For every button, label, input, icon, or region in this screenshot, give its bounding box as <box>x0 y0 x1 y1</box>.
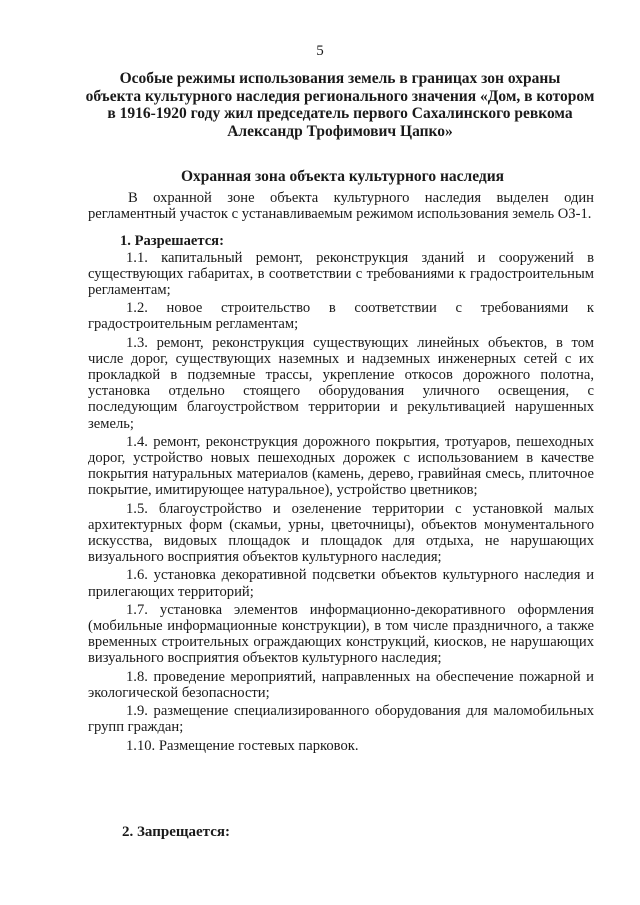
allowed-item: 1.9. размещение специализированного оборудования для маломобильных групп граждан; <box>88 703 594 736</box>
allowed-item: 1.7. установка элементов информационно-декоративного оформления (мобильные информационные конструкции), в том числе праздничного, а также временных строительных ограждающих конструкций, киосков, не нарушающих визуального восприятия объектов культурного наследия; <box>88 601 594 667</box>
document-body <box>88 190 594 756</box>
title-line: в 1916-1920 году жил председатель первого Сахалинского ревкома <box>107 105 573 122</box>
allowed-heading: 1. Разрешается: <box>120 233 224 250</box>
allowed-item: 1.8. проведение мероприятий, направленных на обеспечение пожарной и экологической безопасности; <box>88 668 594 701</box>
document-title <box>80 70 600 140</box>
allowed-item: 1.5. благоустройство и озеленение территории с установкой малых архитектурных форм (скамьи, урны, цветочницы), объектов монументального искусства, видовых площадок и площадок для отдыха, не нарушающих визуального восприятия объектов культурного наследия; <box>88 500 594 566</box>
page-number: 5 <box>316 43 324 59</box>
allowed-item: 1.6. установка декоративной подсветки объектов культурного наследия и прилегающих территорий; <box>88 567 594 600</box>
title-line: объекта культурного наследия регионального значения «Дом, в котором <box>85 87 595 105</box>
allowed-item: 1.3. ремонт, реконструкция существующих линейных объектов, в том числе дорог, существующих наземных и надземных инженерных сетей с их прокладкой в подземные трассы, укрепление откосов дорожного полотна, установка отдельно стоящего оборудования уличного освещения, с последующим благоустройством территории и рекультивацией нарушенных земель; <box>88 334 594 432</box>
allowed-item: 1.4. ремонт, реконструкция дорожного покрытия, тротуаров, пешеходных дорог, устройство новых пешеходных дорожек с использованием в качестве покрытия натуральных материалов (камень, дерево, гравийная смесь, плиточное покрытие, имитирующее натуральное), устройство цветников; <box>88 433 594 499</box>
allowed-item: 1.10. Размещение гостевых парковок. <box>126 737 359 754</box>
title-line: Александр Трофимович Цапко» <box>227 122 453 140</box>
allowed-item: 1.1. капитальный ремонт, реконструкция зданий и сооружений в существующих габаритах, в соответствии с требованиями к градостроительным регламентам; <box>88 249 594 299</box>
prohibited-heading: 2. Запрещается: <box>122 824 231 840</box>
allowed-item: 1.2. новое строительство в соответствии с требованиями к градостроительным регламентам; <box>88 300 594 333</box>
section-heading: Охранная зона объекта культурного наследия <box>180 168 505 185</box>
title-line: Особые режимы использования земель в границах зон охраны <box>119 70 561 87</box>
intro-paragraph: В охранной зоне объекта культурного наследия выделен один регламентный участок с устанавливаемым режимом использования земель ОЗ-1. <box>88 190 594 223</box>
